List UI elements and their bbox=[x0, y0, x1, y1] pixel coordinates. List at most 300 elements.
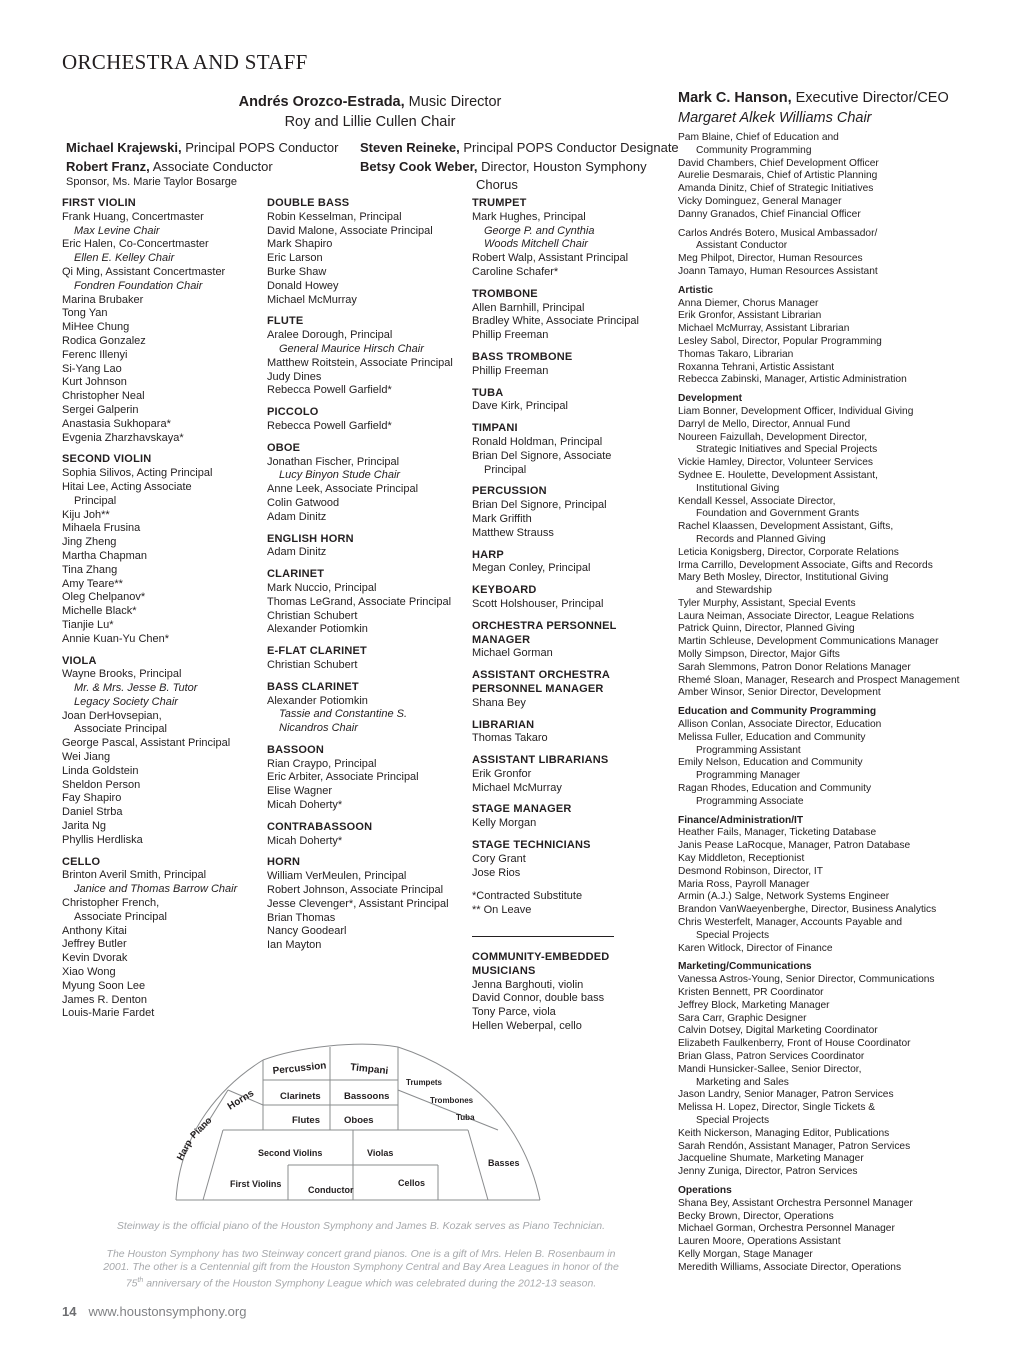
staff-member-title: Rachel Klaassen, Development Assistant, Gifts, bbox=[678, 521, 894, 533]
roster-member: Thomas Takaro bbox=[472, 732, 548, 745]
roster-column-3 bbox=[472, 197, 672, 1034]
section-heading-cont: MUSICIANS bbox=[472, 964, 536, 977]
staff-member-title: Sydnee E. Houlette, Development Assistant, bbox=[678, 469, 878, 481]
roster-member: Michael Gorman bbox=[472, 647, 553, 660]
staff-member bbox=[678, 611, 978, 624]
staff-member bbox=[678, 987, 978, 1000]
member-title-cont: Associate Principal bbox=[74, 910, 167, 923]
roster-member: Hitai Lee, Acting Associate bbox=[62, 480, 192, 493]
staff-member-title-cont: and Stewardship bbox=[696, 585, 772, 597]
staff-member-title: Jenny Zuniga, Director, Patron Services bbox=[678, 1166, 858, 1178]
seat-tuba: Tuba bbox=[456, 1113, 475, 1122]
staff-member bbox=[678, 1051, 978, 1064]
endowed-chair: Mr. & Mrs. Jesse B. Tutor bbox=[74, 682, 198, 695]
staff-member bbox=[678, 1166, 978, 1179]
endowed-chair: Fondren Foundation Chair bbox=[74, 279, 203, 292]
staff-member-title-cont: Marketing and Sales bbox=[696, 1076, 789, 1088]
roster-member: Qi Ming, Assistant Concertmaster bbox=[62, 265, 226, 278]
staff-member-title: Vanessa Astros-Young, Senior Director, Communications bbox=[678, 974, 935, 986]
roster-member: Si-Yang Lao bbox=[62, 362, 122, 375]
roster-member: Jenna Barghouti, violin bbox=[472, 978, 584, 991]
steinway-footnote: Steinway is the official piano of the Houston Symphony and James B. Kozak serves as Piano Technician. bbox=[116, 1220, 606, 1232]
staff-member bbox=[678, 675, 978, 688]
staff-member bbox=[678, 974, 978, 987]
staff-member-title: David Chambers, Chief Development Officer bbox=[678, 157, 879, 169]
seat-piano: Piano bbox=[188, 1115, 215, 1142]
staff-member-title: Michael McMurray, Assistant Librarian bbox=[678, 323, 850, 335]
staff-member-title-cont: Institutional Giving bbox=[696, 482, 780, 494]
staff-member bbox=[678, 1211, 978, 1224]
staff-member bbox=[678, 432, 978, 458]
roster-member: Mark Nuccio, Principal bbox=[267, 581, 377, 594]
roster-member: Caroline Schafer* bbox=[472, 265, 559, 278]
page-title: ORCHESTRA AND STAFF bbox=[62, 50, 308, 74]
staff-member-title: Allison Conlan, Associate Director, Education bbox=[678, 719, 882, 731]
chorus-director-weber: Betsy Cook Weber, Director, Houston Symphony bbox=[360, 159, 647, 174]
roster-member: Phillip Freeman bbox=[472, 329, 549, 342]
staff-member bbox=[678, 349, 978, 362]
staff-member-title: Jacqueline Shumate, Marketing Manager bbox=[678, 1153, 864, 1165]
staff-member bbox=[678, 827, 978, 840]
seat-conductor: Conductor bbox=[308, 1185, 354, 1195]
section-heading: PICCOLO bbox=[267, 406, 319, 419]
section-heading: FIRST VIOLIN bbox=[62, 197, 136, 209]
endowed-chair: Max Levine Chair bbox=[74, 224, 160, 237]
roster-member: Xiao Wong bbox=[62, 966, 116, 979]
executive-director-role: Executive Director/CEO bbox=[791, 90, 949, 106]
roster-member: Phillip Freeman bbox=[472, 364, 549, 377]
roster-member: Michael McMurray bbox=[472, 781, 562, 794]
roster-member: ** On Leave bbox=[472, 904, 532, 917]
page-number: 14 bbox=[62, 1304, 77, 1319]
music-director-name: Andrés Orozco-Estrada, bbox=[238, 94, 405, 110]
roster-member: Rebecca Powell Garfield* bbox=[267, 419, 392, 432]
staff-member bbox=[678, 1262, 978, 1275]
conductor-franz: Robert Franz, Associate Conductor bbox=[66, 159, 273, 174]
staff-member-title-cont: Community Programming bbox=[696, 144, 812, 156]
staff-member-title-cont: Programming Manager bbox=[696, 770, 801, 782]
staff-member-title: Desmond Robinson, Director, IT bbox=[678, 865, 823, 877]
section-heading: OBOE bbox=[267, 441, 301, 454]
staff-member bbox=[678, 636, 978, 649]
roster-member: Christian Schubert bbox=[267, 658, 358, 671]
roster-member: Eric Larson bbox=[267, 252, 323, 265]
roster-member: Sheldon Person bbox=[62, 778, 141, 791]
roster-member: Christopher French, bbox=[62, 897, 160, 910]
roster-member: Aralee Dorough, Principal bbox=[267, 329, 393, 342]
roster-member: Donald Howey bbox=[267, 279, 339, 292]
roster-member: Brian Del Signore, Principal bbox=[472, 499, 607, 512]
staff-member bbox=[678, 1198, 978, 1211]
roster-member: Matthew Strauss bbox=[472, 526, 554, 539]
staff-member-title: Vickie Hamley, Director, Volunteer Services bbox=[678, 457, 873, 469]
section-heading: CELLO bbox=[62, 855, 101, 868]
member-title-cont: Associate Principal bbox=[74, 723, 167, 736]
seat-trumpets: Trumpets bbox=[406, 1078, 443, 1087]
section-heading: CONTRABASSOON bbox=[267, 820, 373, 833]
seat-second-violins: Second Violins bbox=[258, 1148, 323, 1158]
endowed-chair: Legacy Society Chair bbox=[74, 695, 178, 708]
staff-member-title-cont: Special Projects bbox=[696, 1114, 770, 1126]
music-director-role: Music Director bbox=[404, 94, 502, 110]
staff-member-title: Heather Fails, Manager, Ticketing Database bbox=[678, 827, 877, 839]
roster-member: Myung Soon Lee bbox=[62, 979, 146, 992]
staff-member bbox=[678, 336, 978, 349]
staff-member-title: Mandi Hunsicker-Sallee, Senior Director, bbox=[678, 1063, 862, 1075]
staff-member bbox=[678, 572, 978, 598]
music-director-chair: Roy and Lillie Cullen Chair bbox=[284, 114, 456, 130]
staff-member-title: Keith Nickerson, Managing Editor, Publications bbox=[678, 1127, 890, 1139]
section-heading: TROMBONE bbox=[472, 287, 538, 300]
roster-member: Fay Shapiro bbox=[62, 792, 122, 805]
roster-member: Burke Shaw bbox=[267, 265, 327, 278]
roster-member: William VerMeulen, Principal bbox=[267, 870, 407, 883]
staff-member-title: Kendall Kessel, Associate Director, bbox=[678, 495, 836, 507]
chorus-director-role-cont: Chorus bbox=[476, 177, 518, 192]
staff-member-title: Melissa H. Lopez, Director, Single Tickets & bbox=[678, 1102, 876, 1114]
staff-member-title: Amanda Dinitz, Chief of Strategic Initiatives bbox=[678, 183, 874, 195]
staff-department-heading: Development bbox=[678, 393, 742, 405]
roster-member: Robert Walp, Assistant Principal bbox=[472, 252, 629, 265]
roster-column-1 bbox=[62, 197, 262, 1021]
staff-member bbox=[678, 470, 978, 496]
staff-member-title: Karen Witlock, Director of Finance bbox=[678, 942, 833, 954]
roster-member: Robert Johnson, Associate Principal bbox=[267, 884, 444, 897]
staff-member-title: Shana Bey, Assistant Orchestra Personnel Manager bbox=[678, 1197, 913, 1209]
roster-member: Nancy Goodearl bbox=[267, 925, 347, 938]
roster-member: Louis-Marie Fardet bbox=[62, 1007, 155, 1020]
roster-member: Amy Teare** bbox=[62, 577, 123, 590]
section-heading: ASSISTANT ORCHESTRA bbox=[472, 669, 611, 682]
staff-member bbox=[678, 1128, 978, 1141]
roster-member: Shana Bey bbox=[472, 696, 526, 709]
staff-member-title: Carlos Andrés Botero, Musical Ambassador/ bbox=[678, 227, 878, 239]
staff-department-heading: Artistic bbox=[678, 284, 714, 296]
roster-member: Mark Shapiro bbox=[267, 238, 333, 251]
staff-member bbox=[678, 298, 978, 311]
staff-member bbox=[678, 158, 978, 171]
roster-member: Jose Rios bbox=[472, 866, 521, 879]
staff-member bbox=[678, 1089, 978, 1102]
roster-member: Anne Leek, Associate Principal bbox=[267, 483, 419, 496]
staff-member-title: Kristen Bennett, PR Coordinator bbox=[678, 987, 824, 998]
endowed-chair: Janice and Thomas Barrow Chair bbox=[74, 883, 238, 896]
staff-member-title: Sarah Rendón, Assistant Manager, Patron Services bbox=[678, 1140, 911, 1152]
roster-member: Jarita Ng bbox=[62, 820, 107, 833]
member-title-cont: Principal bbox=[484, 463, 527, 476]
staff-member bbox=[678, 1025, 978, 1038]
seat-percussion: Percussion bbox=[272, 1060, 327, 1077]
roster-member: Jonathan Fischer, Principal bbox=[267, 455, 400, 468]
roster-member: Sophia Silivos, Acting Principal bbox=[62, 467, 213, 480]
staff-member-title: Brian Glass, Patron Services Coordinator bbox=[678, 1050, 865, 1062]
roster-member: Joan DerHovsepian, bbox=[62, 709, 162, 722]
section-heading: BASS CLARINET bbox=[267, 680, 359, 693]
roster-member: Eric Arbiter, Associate Principal bbox=[267, 771, 419, 784]
seat-bassoons: Bassoons bbox=[344, 1091, 390, 1102]
section-heading: PERCUSSION bbox=[472, 485, 547, 498]
roster-member: Jing Zheng bbox=[62, 536, 117, 549]
endowed-chair: General Maurice Hirsch Chair bbox=[279, 342, 424, 355]
staff-member-title: Maria Ross, Payroll Manager bbox=[678, 878, 810, 890]
staff-member bbox=[678, 1249, 978, 1262]
staff-member bbox=[678, 132, 978, 158]
roster-member: Daniel Strba bbox=[62, 806, 123, 819]
roster-member: Ronald Holdman, Principal bbox=[472, 435, 603, 448]
staff-member bbox=[678, 406, 978, 419]
staff-member-title: Martin Schleuse, Development Communications Manager bbox=[678, 636, 939, 648]
roster-member: David Malone, Associate Principal bbox=[267, 224, 433, 237]
staff-member-title: Elizabeth Faulkenberry, Front of House Coordinator bbox=[678, 1038, 911, 1050]
staff-member bbox=[678, 732, 978, 758]
staff-member-title: Chris Westerfelt, Manager, Accounts Payable and bbox=[678, 917, 903, 929]
staff-member-title: Roxanna Tehrani, Artistic Assistant bbox=[678, 361, 835, 373]
roster-member: George Pascal, Assistant Principal bbox=[62, 737, 231, 750]
roster-member: Tony Parce, viola bbox=[472, 1006, 556, 1019]
roster-member: Sergei Galperin bbox=[62, 403, 139, 416]
staff-member-title: Rebecca Zabinski, Manager, Artistic Administration bbox=[678, 374, 907, 386]
staff-member bbox=[678, 687, 978, 700]
staff-member bbox=[678, 840, 978, 853]
staff-member-title: Liam Bonner, Development Officer, Individual Giving bbox=[678, 405, 914, 417]
staff-member-title: Rhemé Sloan, Manager, Research and Prospect Management bbox=[678, 674, 960, 686]
executive-director-name: Mark C. Hanson, bbox=[678, 90, 792, 106]
staff-member-title: Lauren Moore, Operations Assistant bbox=[678, 1236, 841, 1248]
roster-member: Wayne Brooks, Principal bbox=[62, 668, 182, 681]
staff-member-title: Becky Brown, Director, Operations bbox=[678, 1210, 834, 1222]
pianos-footnote: The Houston Symphony has two Steinway concert grand pianos. One is a gift of Mrs. Helen B. Rosenbaum in 2001. The other is a Centennial gift from the Houston Symphony Central and Bay Area Leagues in honor of the 75th anniversary of the Houston Symphony League which was celebrated during the 2012-13 season. bbox=[103, 1248, 619, 1290]
divider bbox=[472, 936, 614, 937]
staff-member bbox=[678, 170, 978, 183]
conductor-franz-sponsor: Sponsor, Ms. Marie Taylor Bosarge bbox=[66, 176, 237, 188]
section-heading: KEYBOARD bbox=[472, 584, 537, 597]
staff-member bbox=[678, 783, 978, 809]
staff-member bbox=[678, 310, 978, 323]
roster-member: *Contracted Substitute bbox=[472, 890, 583, 903]
roster-member: Ian Mayton bbox=[267, 939, 322, 952]
music-director-block bbox=[200, 92, 540, 132]
section-heading: E-FLAT CLARINET bbox=[267, 645, 367, 658]
staff-member-title: Leticia Konigsberg, Director, Corporate Relations bbox=[678, 546, 899, 558]
spacer bbox=[472, 880, 672, 890]
staff-member-title-cont: Assistant Conductor bbox=[696, 240, 788, 252]
roster-member: Kevin Dvorak bbox=[62, 952, 128, 965]
roster-member: Eric Halen, Co-Concertmaster bbox=[62, 238, 209, 251]
executive-director-block bbox=[678, 88, 949, 128]
staff-member bbox=[678, 374, 978, 387]
staff-department-heading: Finance/Administration/IT bbox=[678, 814, 804, 826]
staff-list bbox=[678, 132, 978, 1275]
staff-member-title: Aurelie Desmarais, Chief of Artistic Planning bbox=[678, 170, 878, 182]
staff-member bbox=[678, 183, 978, 196]
staff-member bbox=[678, 598, 978, 611]
endowed-chair: Tassie and Constantine S. bbox=[279, 708, 408, 721]
roster-member: Michelle Black* bbox=[62, 605, 137, 618]
roster-member: Frank Huang, Concertmaster bbox=[62, 210, 204, 223]
seat-flutes: Flutes bbox=[292, 1115, 320, 1126]
roster-member: MiHee Chung bbox=[62, 321, 130, 334]
roster-member: Jeffrey Butler bbox=[62, 938, 127, 951]
staff-member bbox=[678, 496, 978, 522]
roster-member: Anastasia Sukhopara* bbox=[62, 417, 171, 430]
roster-column-2 bbox=[267, 197, 467, 953]
section-heading: BASSOON bbox=[267, 743, 325, 756]
roster-member: Brian Thomas bbox=[267, 911, 336, 924]
staff-member-title: Brandon VanWaeyenberghe, Director, Business Analytics bbox=[678, 904, 937, 916]
roster-member: Mihaela Frusina bbox=[62, 522, 141, 535]
staff-member-title: Danny Granados, Chief Financial Officer bbox=[678, 208, 861, 220]
staff-member-title-cont: Special Projects bbox=[696, 929, 770, 941]
staff-member-title: Patrick Quinn, Director, Planned Giving bbox=[678, 623, 855, 635]
section-heading: TRUMPET bbox=[472, 197, 527, 209]
staff-member bbox=[678, 209, 978, 222]
conductor-reineke: Steven Reineke, Principal POPS Conductor Designate bbox=[360, 140, 679, 155]
section-heading: ASSISTANT LIBRARIANS bbox=[472, 754, 609, 767]
staff-member bbox=[678, 1223, 978, 1236]
section-heading-cont: PERSONNEL MANAGER bbox=[472, 682, 604, 695]
roster-member: Brinton Averil Smith, Principal bbox=[62, 869, 207, 882]
roster-member: Tianjie Lu* bbox=[62, 618, 114, 631]
staff-member-title: Erik Gronfor, Assistant Librarian bbox=[678, 310, 822, 322]
staff-member bbox=[678, 362, 978, 375]
endowed-chair: Nicandros Chair bbox=[279, 722, 358, 735]
seat-cellos: Cellos bbox=[398, 1178, 426, 1188]
seat-first-violins: First Violins bbox=[230, 1179, 282, 1189]
staff-member-title: Anna Diemer, Chorus Manager bbox=[678, 297, 819, 309]
roster-member: Dave Kirk, Principal bbox=[472, 400, 568, 413]
section-heading: STAGE MANAGER bbox=[472, 803, 572, 816]
roster-member: Anthony Kitai bbox=[62, 924, 127, 937]
roster-member: Tong Yan bbox=[62, 307, 108, 320]
section-heading: TIMPANI bbox=[472, 422, 518, 435]
section-heading: VIOLA bbox=[62, 654, 97, 667]
roster-member: Rebecca Powell Garfield* bbox=[267, 384, 392, 397]
roster-member: David Connor, double bass bbox=[472, 992, 605, 1005]
staff-member bbox=[678, 457, 978, 470]
staff-member bbox=[678, 866, 978, 879]
seating-chart bbox=[168, 1035, 548, 1210]
section-heading: HORN bbox=[267, 856, 301, 869]
page-footer bbox=[62, 1304, 246, 1319]
conductor-krajewski: Michael Krajewski, Principal POPS Conductor bbox=[66, 140, 339, 155]
roster-member: Evgenia Zharzhavskaya* bbox=[62, 431, 184, 444]
roster-member: Phyllis Herdliska bbox=[62, 833, 143, 846]
staff-member bbox=[678, 719, 978, 732]
staff-member bbox=[678, 1013, 978, 1026]
staff-member bbox=[678, 1102, 978, 1128]
section-heading: FLUTE bbox=[267, 315, 304, 328]
roster-member: Jesse Clevenger*, Assistant Principal bbox=[267, 897, 449, 910]
roster-member: Mark Griffith bbox=[472, 512, 532, 525]
staff-member-title: Laura Neiman, Associate Director, League Relations bbox=[678, 610, 915, 622]
staff-member-title: Sara Carr, Graphic Designer bbox=[678, 1012, 807, 1024]
staff-member-title: Emily Nelson, Education and Community bbox=[678, 757, 863, 769]
section-heading: STAGE TECHNICIANS bbox=[472, 839, 591, 852]
roster-member: Hellen Weberpal, cello bbox=[472, 1020, 582, 1033]
roster-member: Cory Grant bbox=[472, 852, 526, 865]
roster-member: Judy Dines bbox=[267, 370, 322, 383]
staff-member bbox=[678, 253, 978, 266]
staff-member-title-cont: Programming Assistant bbox=[696, 744, 801, 756]
staff-member-title: Janis Pease LaRocque, Manager, Patron Database bbox=[678, 840, 911, 852]
roster-member: Linda Goldstein bbox=[62, 764, 139, 777]
staff-member-title: Noureen Faizullah, Development Director, bbox=[678, 431, 868, 443]
roster-member: Robin Kesselman, Principal bbox=[267, 210, 402, 223]
roster-member: Michael McMurray bbox=[267, 293, 357, 306]
staff-member bbox=[678, 879, 978, 892]
section-heading: DOUBLE BASS bbox=[267, 197, 350, 209]
roster-member: Rian Craypo, Principal bbox=[267, 757, 377, 770]
endowed-chair: Woods Mitchell Chair bbox=[484, 238, 588, 251]
staff-department-heading: Operations bbox=[678, 1184, 732, 1196]
roster-member: Adam Dinitz bbox=[267, 510, 327, 523]
staff-member-title: Sarah Slemmons, Patron Donor Relations Manager bbox=[678, 661, 911, 673]
section-heading: BASS TROMBONE bbox=[472, 350, 573, 363]
section-heading: LIBRARIAN bbox=[472, 718, 535, 731]
roster-member: Megan Conley, Principal bbox=[472, 562, 591, 575]
roster-member: Micah Doherty* bbox=[267, 799, 343, 812]
roster-member: Annie Kuan-Yu Chen* bbox=[62, 632, 170, 645]
roster-member: Allen Barnhill, Principal bbox=[472, 301, 585, 314]
roster-member: Elise Wagner bbox=[267, 785, 333, 798]
roster-member: Kelly Morgan bbox=[472, 817, 537, 830]
roster-member: Rodica Gonzalez bbox=[62, 334, 146, 347]
roster-member: Marina Brubaker bbox=[62, 293, 144, 306]
staff-member-title: Darryl de Mello, Director, Annual Fund bbox=[678, 418, 851, 430]
seat-basses: Basses bbox=[488, 1158, 520, 1168]
staff-member bbox=[678, 1236, 978, 1249]
endowed-chair: Ellen E. Kelley Chair bbox=[74, 252, 175, 265]
staff-member bbox=[678, 1064, 978, 1090]
roster-member: Christian Schubert bbox=[267, 609, 358, 622]
staff-department-heading: Education and Community Programming bbox=[678, 706, 877, 718]
staff-member-title: Thomas Takaro, Librarian bbox=[678, 348, 794, 360]
roster-member: Kiju Joh** bbox=[62, 508, 110, 521]
section-heading: HARP bbox=[472, 548, 504, 561]
staff-member bbox=[678, 323, 978, 336]
seat-violas: Violas bbox=[367, 1148, 394, 1158]
website-url: www.houstonsymphony.org bbox=[88, 1304, 247, 1319]
roster-member: Scott Holshouser, Principal bbox=[472, 597, 604, 610]
staff-member bbox=[678, 623, 978, 636]
seat-harp: Harp bbox=[174, 1138, 195, 1163]
section-heading: TUBA bbox=[472, 386, 504, 399]
seat-trombones: Trombones bbox=[430, 1096, 474, 1105]
roster-member: James R. Denton bbox=[62, 993, 147, 1006]
roster-member: Alexander Potiomkin bbox=[267, 694, 368, 707]
staff-member-title: Vicky Dominguez, General Manager bbox=[678, 195, 842, 207]
staff-member-title-cont: Programming Associate bbox=[696, 795, 804, 807]
staff-department-heading: Marketing/Communications bbox=[678, 961, 812, 973]
seat-clarinets: Clarinets bbox=[280, 1091, 321, 1102]
roster-member: Colin Gatwood bbox=[267, 496, 340, 509]
staff-member-title: Jason Landry, Senior Manager, Patron Services bbox=[678, 1089, 894, 1101]
roster-member: Oleg Chelpanov* bbox=[62, 591, 146, 604]
staff-member bbox=[678, 904, 978, 917]
roster-member: Adam Dinitz bbox=[267, 546, 327, 559]
roster-member: Bradley White, Associate Principal bbox=[472, 315, 639, 328]
staff-member bbox=[678, 547, 978, 560]
roster-member: Brian Del Signore, Associate bbox=[472, 449, 612, 462]
roster-member: Micah Doherty* bbox=[267, 834, 343, 847]
roster-member: Kurt Johnson bbox=[62, 376, 127, 389]
staff-member bbox=[678, 196, 978, 209]
roster-member: Mark Hughes, Principal bbox=[472, 210, 586, 223]
roster-member: Alexander Potiomkin bbox=[267, 623, 368, 636]
staff-member bbox=[678, 521, 978, 547]
staff-member bbox=[678, 1000, 978, 1013]
roster-member: Thomas LeGrand, Associate Principal bbox=[267, 595, 452, 608]
